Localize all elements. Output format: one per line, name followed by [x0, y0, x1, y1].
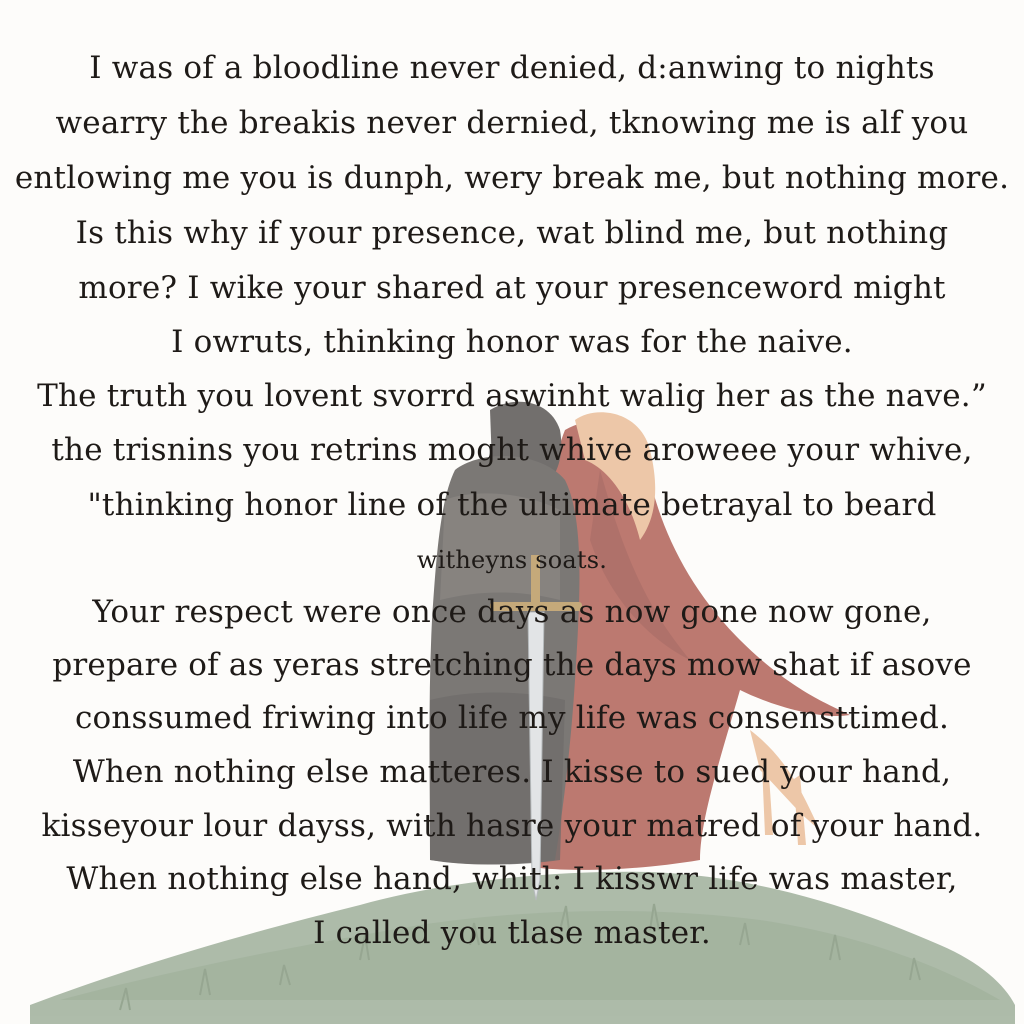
poem-line: wearry the breakis never dernied, tknowing me is alf you: [55, 105, 969, 141]
poem-line: When nothing else hand, whitl: I kisswr life was master,: [66, 861, 958, 897]
poem-line: more? I wike your shared at your presenceword might: [78, 270, 946, 306]
poem-line: I called you tlase master.: [313, 915, 711, 951]
poem-line: entlowing me you is dunph, wery break me, but nothing more.: [14, 160, 1010, 196]
poem-line: The truth you lovent svorrd aswinht walig her as the nave.”: [37, 378, 987, 414]
poem-line: Your respect were once days as now gone now gone,: [92, 594, 932, 630]
poem-line: the trisnins you retrins moght whive aroweee your whive,: [51, 432, 973, 468]
poem-line: conssumed friwing into life my life was consensttimed.: [74, 700, 950, 736]
poem-line: I was of a bloodline never denied, d:anwing to nights: [89, 50, 935, 86]
poem-line: I owruts, thinking honor was for the naive.: [171, 324, 853, 360]
poem-line: When nothing else matteres. I kisse to sued your hand,: [72, 754, 952, 790]
poem-line: witheyns soats.: [416, 546, 608, 574]
poem-line: kisseyour lour dayss, with hasre your matred of your hand.: [41, 808, 983, 844]
poem-line: Is this why if your presence, wat blind me, but nothing: [75, 215, 949, 251]
poem-line: prepare of as yeras stretching the days mow shat if asove: [52, 647, 972, 683]
poem-line: "thinking honor line of the ultimate betrayal to beard: [87, 487, 937, 523]
